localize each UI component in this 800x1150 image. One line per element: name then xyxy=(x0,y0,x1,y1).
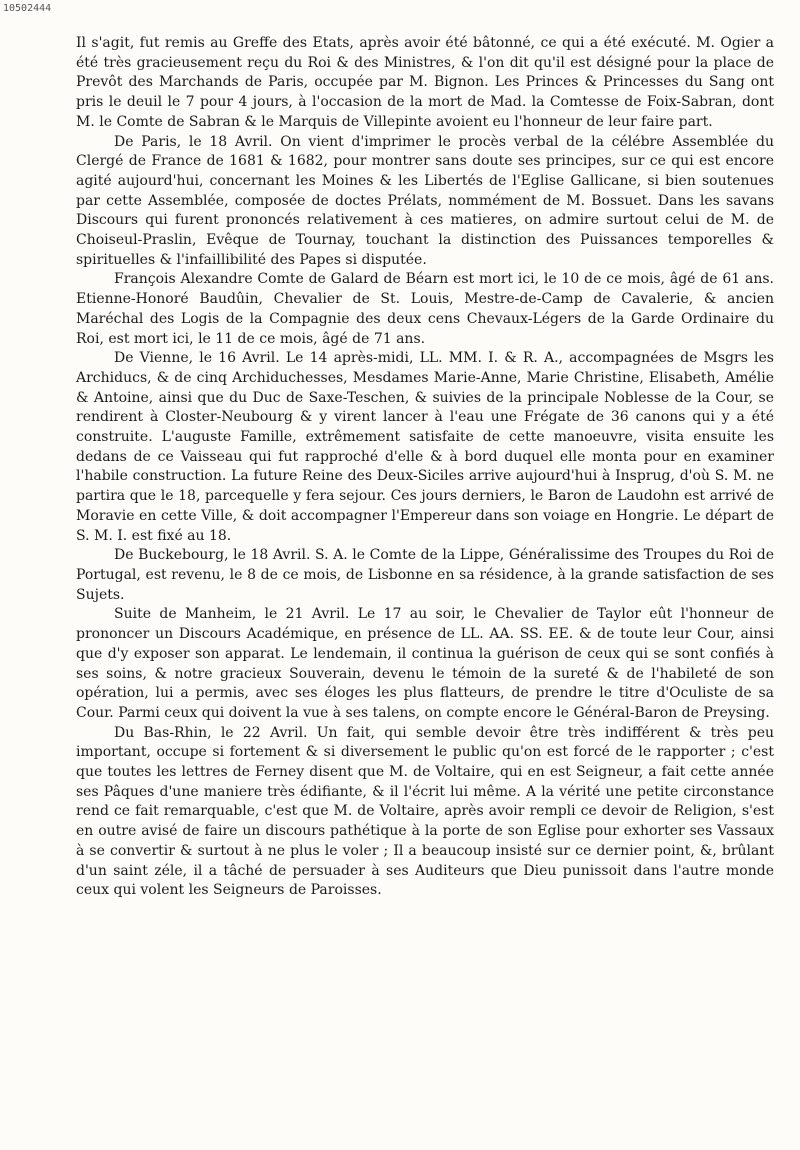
paragraph-paris: De Paris, le 18 Avril. On vient d'imprimer le procès verbal de la célébre Assemblée du Clergé de France de 1681 & 1682, pour montrer sans doute ses principes, sur ce qui est encore agité aujourd'hui, concernant les Moines & les Libertés de l'Eglise Gallicane, si bien soutenues par cette Assemblée, composée de doctes Prélats, nommément de M. Bossuet. Dans les savans Discours qui furent prononcés relativement à ces matieres, on admire surtout celui de M. de Choiseul-Praslin, Evêque de Tournay, touchant la distinction des Puissances temporelles & spirituelles & l'infaillibilité des Papes si disputée. xyxy=(76,133,774,268)
article-text xyxy=(76,34,774,901)
page-id-label: 10502444 xyxy=(3,3,52,14)
paragraph-bas-rhin: Du Bas-Rhin, le 22 Avril. Un fait, qui semble devoir être très indifférent & très peu important, occupe si fortement & si diversement le public qu'on est forcé de le rapporter ; c'est que toutes les lettres de Ferney disent que M. de Voltaire, qui en est Seigneur, a fait cette année ses Pâques d'une maniere très édifiante, & il l'écrit lui même. A la vérité une petite circonstance rend ce fait remarquable, c'est que M. de Voltaire, après avoir rempli ce devoir de Religion, s'est en outre avisé de faire un discours pathétique à la porte de son Eglise pour exhorter ses Vassaux à se convertir & surtout à ne plus le voler ; Il a beaucoup insisté sur ce dernier point, &, brûlant d'un saint zéle, il a tâché de persuader à ses Auditeurs que Dieu punissoit dans l'autre monde ceux qui volent les Seigneurs de Paroisses. xyxy=(76,724,774,899)
paragraph-manheim: Suite de Manheim, le 21 Avril. Le 17 au soir, le Chevalier de Taylor eût l'honneur de prononcer un Discours Académique, en présence de LL. AA. SS. EE. & de toute leur Cour, ainsi que d'y exposer son apparat. Le lendemain, il continua la guérison de ceux qui se sont confiés à ses soins, & notre gracieux Souverain, devenu le témoin de la sureté & de l'habileté de son opération, lui a permis, avec ses éloges les plus flatteurs, de prendre le titre d'Oculiste de sa Cour. Parmi ceux qui doivent la vue à ses talens, on compte encore le Général-Baron de Preysing. xyxy=(76,606,774,721)
paragraph-buckebourg: De Buckebourg, le 18 Avril. S. A. le Comte de la Lippe, Généralissime des Troupes du Roi de Portugal, est revenu, le 8 de ce mois, de Lisbonne en sa résidence, à la grande satisfaction de ses Sujets. xyxy=(76,547,774,603)
paragraph-obituaries: François Alexandre Comte de Galard de Béarn est mort ici, le 10 de ce mois, âgé de 61 ans. Etienne-Honoré Baudûin, Chevalier de St. Louis, Mestre-de-Camp de Cavalerie, & ancien Maréchal des Logis de la Compagnie des deux cens Chevaux-Légers de la Garde Ordinaire du Roi, est mort ici, le 11 de ce mois, âgé de 71 ans. xyxy=(76,271,774,347)
paragraph-1: Il s'agit, fut remis au Greffe des Etats, après avoir été bâtonné, ce qui a été exécuté. M. Ogier a été très gracieusement reçu du Roi & des Ministres, & l'on dit qu'il est désigné pour la place de Prevôt des Marchands de Paris, occupée par M. Bignon. Les Princes & Princesses du Sang ont pris le deuil le 7 pour 4 jours, à l'occasion de la mort de Mad. la Comtesse de Foix-Sabran, dont M. le Comte de Sabran & le Marquis de Villepinte avoient eu l'honneur de leur faire part. xyxy=(76,35,774,130)
paragraph-vienne: De Vienne, le 16 Avril. Le 14 après-midi, LL. MM. I. & R. A., accompagnées de Msgrs les Archiducs, & de cinq Archiduchesses, Mesdames Marie-Anne, Marie Christine, Elisabeth, Amélie & Antoine, ainsi que du Duc de Saxe-Teschen, & suivies de la principale Noblesse de la Cour, se rendirent à Closter-Neubourg & y virent lancer à l'eau une Frégate de 36 canons qui y a été construite. L'auguste Famille, extrêmement satisfaite de cette manoeuvre, visita ensuite les dedans de ce Vaisseau qui fut rapproché d'elle & à bord duquel elle monta pour en examiner l'habile construction. La future Reine des Deux-Siciles arrive aujourd'hui à Insprug, d'où S. M. ne partira que le 18, parcequelle y fera sejour. Ces jours derniers, le Baron de Laudohn est arrivé de Moravie en cette Ville, & doit accompagner l'Empereur dans son voiage en Hongrie. Le départ de S. M. I. est fixé au 18. xyxy=(76,350,774,544)
